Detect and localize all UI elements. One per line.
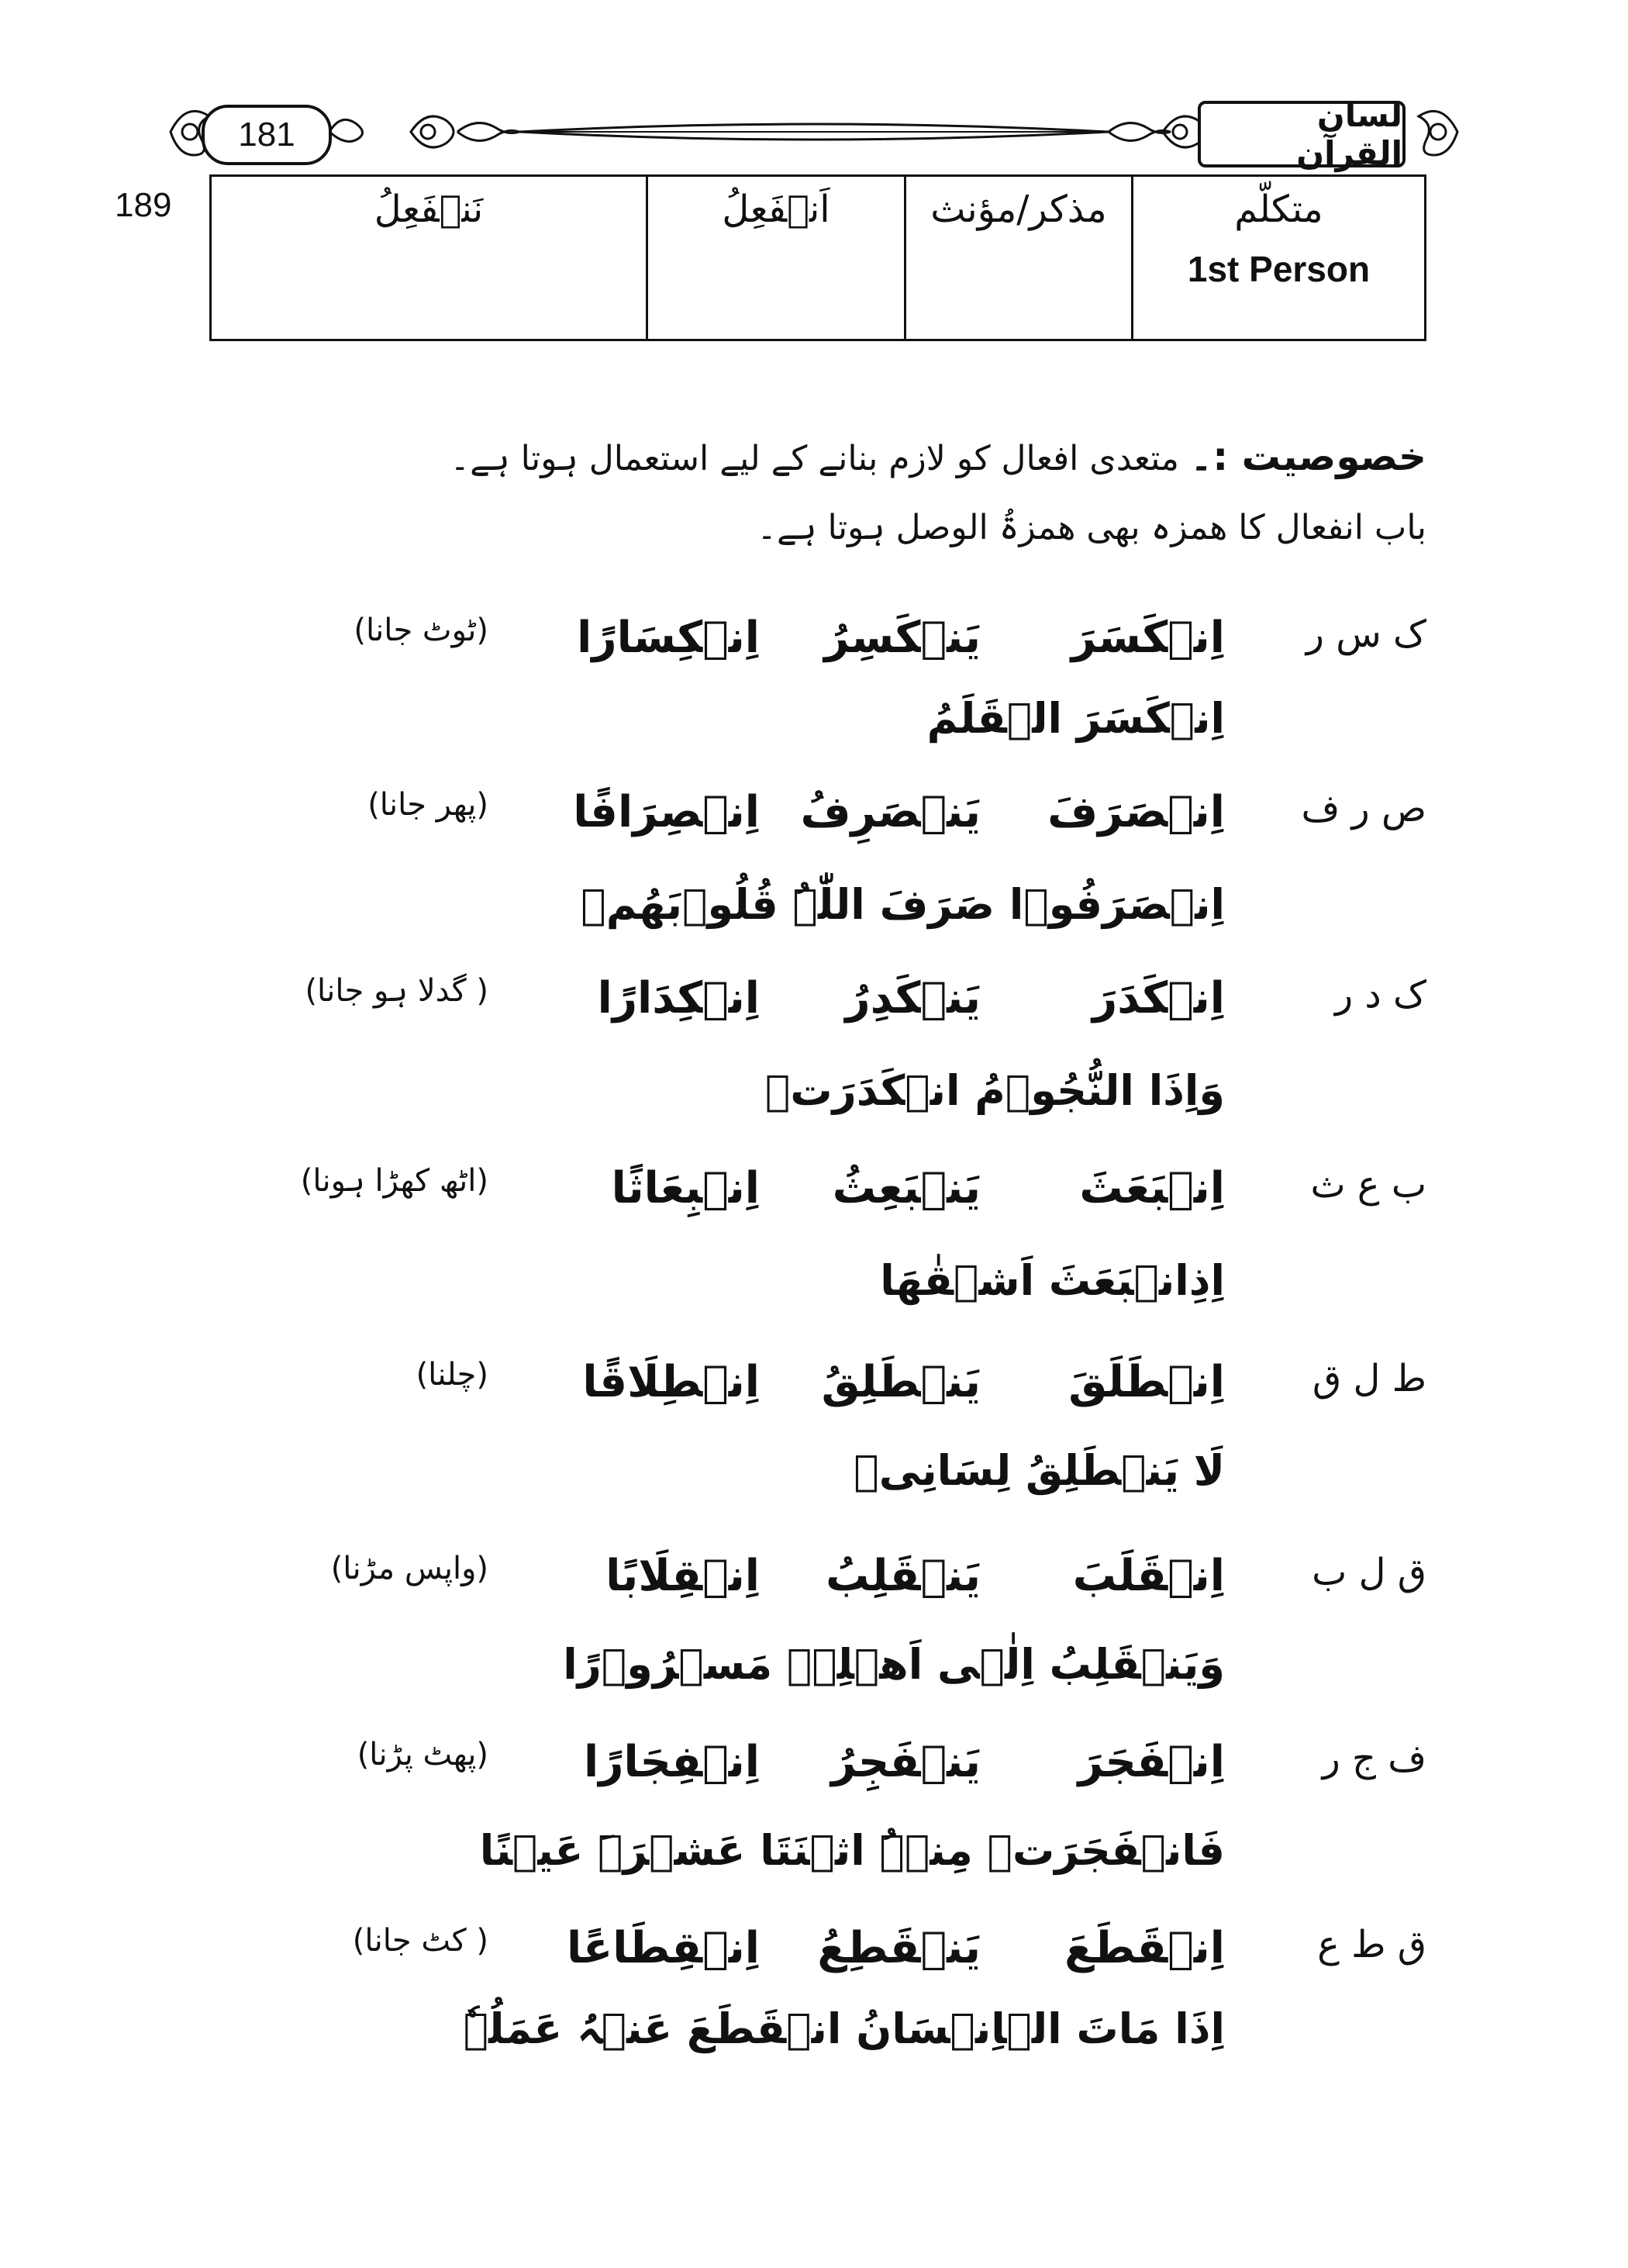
root-letters: ک س ر [1306, 613, 1426, 656]
description-label: خصوصیت :۔ [1189, 434, 1426, 479]
verbal-noun: اِنۡقِطَاعًا [567, 1923, 760, 1973]
example-sentence: فَانۡفَجَرَتۡ مِنۡہُ اثۡنَتَا عَشۡرَۃَ عَیۡنًا [479, 1826, 1225, 1875]
meaning: ( گدلا ہو جانا) [305, 973, 488, 1009]
past-tense: اِنۡقَلَبَ [1072, 1551, 1225, 1601]
gender-cell: مذکر/مؤنث [905, 176, 1133, 340]
meaning: (ٹوٹ جانا) [354, 613, 488, 648]
example-sentence: وَیَنۡقَلِبُ اِلٰۤی اَھۡلِہٖ مَسۡرُوۡرًا [563, 1640, 1225, 1689]
present-tense: یَنۡقَطِعُ [817, 1923, 981, 1973]
root-letters: ص ر ف [1301, 787, 1426, 830]
present-tense: یَنۡبَعِثُ [832, 1163, 981, 1213]
verbal-noun: اِنۡبِعَاثًا [611, 1163, 760, 1213]
person-cell [1133, 176, 1426, 340]
description-line-1 [450, 434, 1426, 479]
example-sentence: وَاِذَا النُّجُوۡمُ انۡکَدَرَتۡ [764, 1066, 1225, 1115]
example-sentence: اِذَا مَاتَ الۡاِنۡسَانُ انۡقَطَعَ عَنۡہُ عَمَلُہٗ [463, 2004, 1225, 2053]
present-tense: یَنۡطَلِقُ [821, 1357, 981, 1407]
root-letters: ک د ر [1334, 973, 1426, 1017]
past-tense: اِنۡکَدَرَ [1092, 973, 1225, 1024]
past-tense: اِنۡصَرَفَ [1047, 787, 1225, 837]
conjugation-table [209, 174, 1426, 341]
meaning: (چلنا) [416, 1357, 488, 1393]
past-tense: اِنۡطَلَقَ [1068, 1357, 1225, 1407]
meaning: (پھٹ پڑنا) [357, 1737, 488, 1773]
present-tense: یَنۡکَدِرُ [845, 973, 981, 1024]
description-line-2 [757, 508, 1426, 547]
verb-row [0, 1357, 1628, 1419]
present-tense: یَنۡقَلِبُ [826, 1551, 981, 1601]
book-title: لسان القرآن [1198, 101, 1406, 167]
side-number: 189 [115, 186, 172, 224]
present-tense: یَنۡفَجِرُ [831, 1737, 981, 1787]
example-sentence: اِنۡکَسَرَ الۡقَلَمُ [926, 694, 1225, 743]
meaning: ( کٹ جانا) [352, 1923, 488, 1959]
description-text-1: متعدی افعال کو لازم بنانے کے لیے استعمال ہوتا ہے۔ [450, 439, 1179, 478]
example-sentence: لَا یَنۡطَلِقُ لِسَانِیۡ [854, 1446, 1225, 1495]
person-urdu: متکلّم [1234, 188, 1323, 231]
person-english: 1st Person [1187, 249, 1371, 289]
present-tense: یَنۡکَسِرُ [824, 613, 981, 663]
meaning: (واپس مڑنا) [330, 1551, 488, 1586]
verbal-noun: اِنۡطِلَاقًا [582, 1357, 760, 1407]
example-sentence: اِنۡصَرَفُوۡا صَرَفَ اللّٰہُ قُلُوۡبَھُمۡ [581, 880, 1225, 929]
root-letters: ط ل ق [1312, 1357, 1426, 1400]
singular-form-cell: اَنۡفَعِلُ [647, 176, 905, 340]
verb-row [0, 973, 1628, 1035]
past-tense: اِنۡکَسَرَ [1071, 613, 1225, 663]
past-tense: اِنۡقَطَعَ [1064, 1923, 1225, 1973]
meaning: (پھر جانا) [367, 787, 488, 823]
root-letters: ق ل ب [1312, 1551, 1426, 1594]
verbal-noun: اِنۡقِلَابًا [605, 1551, 760, 1601]
verb-row [0, 1163, 1628, 1225]
page-number: 181 [202, 105, 332, 165]
description-text-2: باب انفعال کا ھمزہ بھی ھمزۃُ الوصل ہوتا ہے۔ [757, 508, 1426, 547]
root-letters: ق ط ع [1317, 1923, 1426, 1966]
root-letters: ب ع ث [1310, 1163, 1426, 1206]
verbal-noun: اِنۡصِرَافًا [573, 787, 760, 837]
meaning: (اٹھ کھڑا ہونا) [300, 1163, 488, 1199]
past-tense: اِنۡفَجَرَ [1078, 1737, 1225, 1787]
present-tense: یَنۡصَرِفُ [800, 787, 981, 837]
table-row [211, 176, 1426, 340]
verb-row [0, 787, 1628, 849]
root-letters: ف ج ر [1322, 1737, 1426, 1780]
verb-row [0, 613, 1628, 675]
verb-row [0, 1551, 1628, 1613]
plural-form-cell: نَنۡفَعِلُ [211, 176, 647, 340]
verbal-noun: اِنۡفِجَارًا [584, 1737, 760, 1787]
verbal-noun: اِنۡکِسَارًا [577, 613, 760, 663]
example-sentence: اِذِانۡبَعَثَ اَشۡقٰھَا [880, 1256, 1225, 1305]
verb-row [0, 1737, 1628, 1799]
verbal-noun: اِنۡکِدَارًا [597, 973, 760, 1024]
past-tense: اِنۡبَعَثَ [1079, 1163, 1225, 1213]
verb-row [0, 1923, 1628, 1985]
